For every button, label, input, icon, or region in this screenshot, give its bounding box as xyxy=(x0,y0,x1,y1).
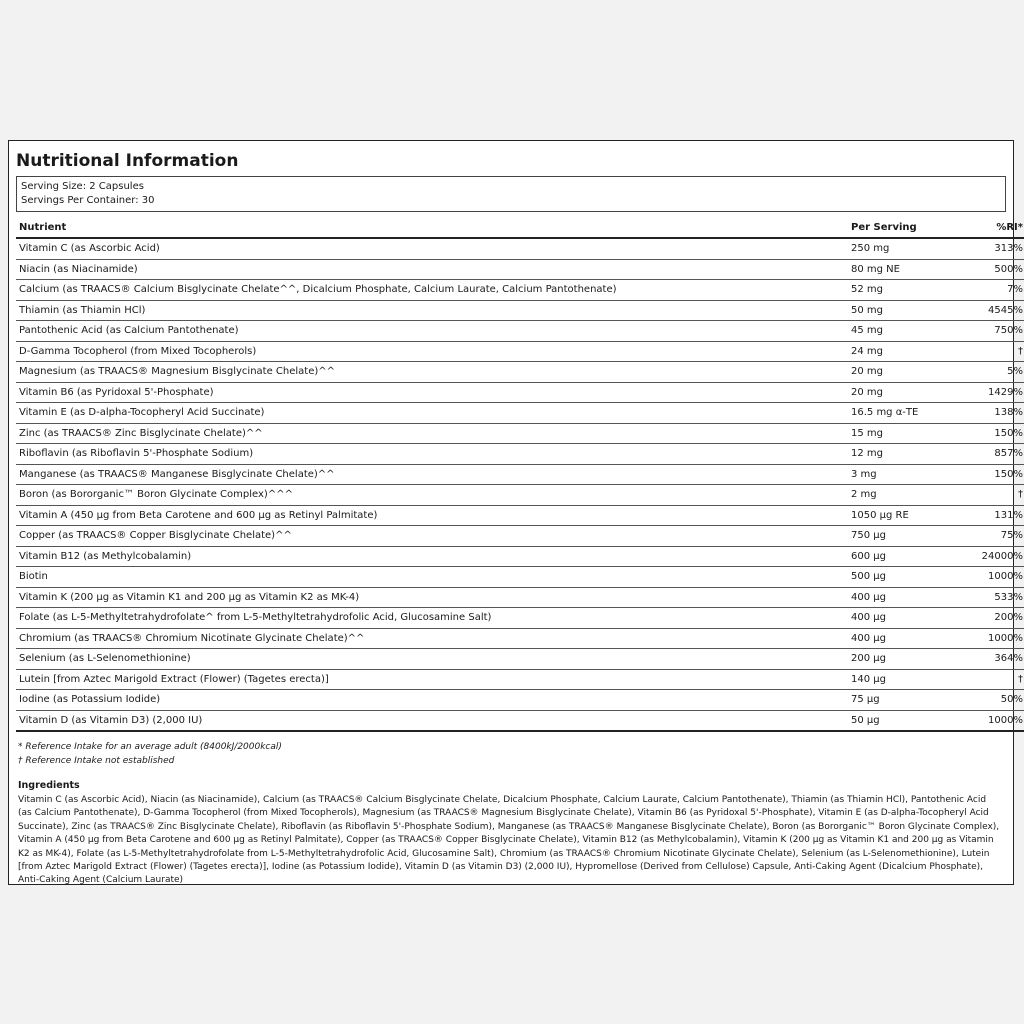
ri-cell: 150% xyxy=(964,464,1024,485)
ri-cell: † xyxy=(964,669,1024,690)
table-row xyxy=(16,382,1024,403)
serving-info-box xyxy=(16,176,1006,212)
per-serving-cell: 200 µg xyxy=(848,649,964,670)
nutrient-cell: Magnesium (as TRAACS® Magnesium Bisglycinate Chelate)^^ xyxy=(16,362,848,383)
per-serving-cell: 400 µg xyxy=(848,608,964,629)
nutrient-cell: Vitamin E (as D-alpha-Tocopheryl Acid Succinate) xyxy=(16,403,848,424)
table-row xyxy=(16,505,1024,526)
table-header-row xyxy=(16,217,1024,238)
per-serving-cell: 20 mg xyxy=(848,362,964,383)
ri-cell: 50% xyxy=(964,690,1024,711)
per-serving-cell: 45 mg xyxy=(848,321,964,342)
per-serving-cell: 2 mg xyxy=(848,485,964,506)
table-row xyxy=(16,362,1024,383)
table-row xyxy=(16,608,1024,629)
ri-cell: 1000% xyxy=(964,567,1024,588)
nutrient-cell: Manganese (as TRAACS® Manganese Bisglycinate Chelate)^^ xyxy=(16,464,848,485)
footnote-not-established: † Reference Intake not established xyxy=(18,756,175,766)
nutrient-cell: Vitamin B12 (as Methylcobalamin) xyxy=(16,546,848,567)
table-row xyxy=(16,238,1024,259)
nutrient-cell: Riboflavin (as Riboflavin 5'-Phosphate Sodium) xyxy=(16,444,848,465)
nutrient-cell: Niacin (as Niacinamide) xyxy=(16,259,848,280)
nutrient-cell: D-Gamma Tocopherol (from Mixed Tocopherols) xyxy=(16,341,848,362)
ri-cell: 5% xyxy=(964,362,1024,383)
table-row xyxy=(16,464,1024,485)
ri-cell: † xyxy=(964,485,1024,506)
ri-cell: 857% xyxy=(964,444,1024,465)
table-row xyxy=(16,587,1024,608)
table-row xyxy=(16,423,1024,444)
ri-cell: 24000% xyxy=(964,546,1024,567)
footnotes xyxy=(16,740,1006,768)
nutrient-table xyxy=(16,217,1024,732)
header-ri: %RI* xyxy=(964,217,1024,238)
per-serving-cell: 50 µg xyxy=(848,710,964,731)
ri-cell: 500% xyxy=(964,259,1024,280)
table-row xyxy=(16,403,1024,424)
nutrient-cell: Vitamin K (200 µg as Vitamin K1 and 200 µg as Vitamin K2 as MK-4) xyxy=(16,587,848,608)
ri-cell: 75% xyxy=(964,526,1024,547)
nutrient-cell: Zinc (as TRAACS® Zinc Bisglycinate Chelate)^^ xyxy=(16,423,848,444)
per-serving-cell: 1050 µg RE xyxy=(848,505,964,526)
ri-cell: 533% xyxy=(964,587,1024,608)
per-serving-cell: 15 mg xyxy=(848,423,964,444)
per-serving-cell: 250 mg xyxy=(848,238,964,259)
per-serving-cell: 500 µg xyxy=(848,567,964,588)
per-serving-cell: 75 µg xyxy=(848,690,964,711)
nutrient-cell: Boron (as Bororganic™ Boron Glycinate Complex)^^^ xyxy=(16,485,848,506)
nutrient-table-body xyxy=(16,238,1024,731)
table-row xyxy=(16,321,1024,342)
nutrient-cell: Calcium (as TRAACS® Calcium Bisglycinate Chelate^^, Dicalcium Phosphate, Calcium Laurate, Calcium Pantothenate) xyxy=(16,280,848,301)
per-serving-cell: 600 µg xyxy=(848,546,964,567)
per-serving-cell: 24 mg xyxy=(848,341,964,362)
per-serving-cell: 50 mg xyxy=(848,300,964,321)
nutrient-cell: Iodine (as Potassium Iodide) xyxy=(16,690,848,711)
table-row xyxy=(16,526,1024,547)
per-serving-cell: 80 mg NE xyxy=(848,259,964,280)
ri-cell: 1000% xyxy=(964,710,1024,731)
nutrient-cell: Folate (as L-5-Methyltetrahydrofolate^ from L-5-Methyltetrahydrofolic Acid, Glucosamine Salt) xyxy=(16,608,848,629)
per-serving-cell: 12 mg xyxy=(848,444,964,465)
table-row xyxy=(16,649,1024,670)
per-serving-cell: 400 µg xyxy=(848,628,964,649)
ri-cell: 138% xyxy=(964,403,1024,424)
ri-cell: 131% xyxy=(964,505,1024,526)
nutrient-cell: Vitamin C (as Ascorbic Acid) xyxy=(16,238,848,259)
per-serving-cell: 52 mg xyxy=(848,280,964,301)
page-title: Nutritional Information xyxy=(16,151,239,171)
nutrient-cell: Vitamin B6 (as Pyridoxal 5'-Phosphate) xyxy=(16,382,848,403)
nutrient-cell: Thiamin (as Thiamin HCl) xyxy=(16,300,848,321)
header-nutrient: Nutrient xyxy=(16,217,848,238)
table-row xyxy=(16,690,1024,711)
ri-cell: 750% xyxy=(964,321,1024,342)
ingredients-text: Vitamin C (as Ascorbic Acid), Niacin (as Niacinamide), Calcium (as TRAACS® Calcium Bisglycinate Chelate, Dicalcium Phosphate, Calcium Laurate, Calcium Pantothenate), Thiamin (as Thiamin HCl), Pantothenic Acid (as Calcium Pantothenate), D-Gamma Tocopherol (from Mixed Tocopherols), Magnesium (as TRAACS® Magnesium Bisglycinate Chelate), Vitamin B6 (as Pyridoxal 5'-Phosphate), Vitamin E (as D-alpha-Tocopheryl Acid Succinate), Zinc (as TRAACS® Zinc Bisglycinate Chelate), Riboflavin (as Riboflavin 5'-Phosphate Sodium), Manganese (as TRAACS® Manganese Bisglycinate Chelate), Boron (as Bororganic™ Boron Glycinate Complex), Vitamin A (450 µg from Beta Carotene and 600 µg as Retinyl Palmitate), Copper (as TRAACS® Copper Bisglycinate Chelate), Vitamin B12 (as Methylcobalamin), Vitamin K (200 µg as Vitamin K1 and 200 µg as Vitamin K2 as MK-4), Folate (as L-5-Methyltetrahydrofolate from L-5-Methyltetrahydrofolic Acid, Glucosamine Salt), Chromium (as TRAACS® Chromium Nicotinate Glycinate Chelate), Selenium (as L-Selenomethionine), Lutein [from Aztec Marigold Extract (Flower) (Tagetes erecta)], Iodine (as Potassium Iodide), Vitamin D (as Vitamin D3) (2,000 IU), Hypromellose (Derived from Cellulose) Capsule, Anti-Caking Agent (Dicalcium Phosphate), Anti-Caking Agent (Calcium Laurate) xyxy=(18,795,1000,886)
ri-cell: 4545% xyxy=(964,300,1024,321)
footnote-ri: * Reference Intake for an average adult (8400kJ/2000kcal) xyxy=(18,742,282,752)
nutrient-cell: Copper (as TRAACS® Copper Bisglycinate Chelate)^^ xyxy=(16,526,848,547)
nutrient-cell: Selenium (as L-Selenomethionine) xyxy=(16,649,848,670)
table-row xyxy=(16,628,1024,649)
ri-cell: 150% xyxy=(964,423,1024,444)
ingredients-heading: Ingredients xyxy=(18,780,80,791)
nutrient-cell: Vitamin A (450 µg from Beta Carotene and 600 µg as Retinyl Palmitate) xyxy=(16,505,848,526)
table-row xyxy=(16,546,1024,567)
per-serving-cell: 140 µg xyxy=(848,669,964,690)
table-row xyxy=(16,341,1024,362)
per-serving-cell: 20 mg xyxy=(848,382,964,403)
table-row xyxy=(16,280,1024,301)
table-row xyxy=(16,444,1024,465)
nutrient-cell: Lutein [from Aztec Marigold Extract (Flower) (Tagetes erecta)] xyxy=(16,669,848,690)
ri-cell: 364% xyxy=(964,649,1024,670)
ri-cell: 1429% xyxy=(964,382,1024,403)
ri-cell: 200% xyxy=(964,608,1024,629)
per-serving-cell: 3 mg xyxy=(848,464,964,485)
nutrition-panel xyxy=(8,140,1023,886)
table-row xyxy=(16,300,1024,321)
servings-per-container: Servings Per Container: 30 xyxy=(21,195,155,206)
per-serving-cell: 400 µg xyxy=(848,587,964,608)
nutrient-cell: Vitamin D (as Vitamin D3) (2,000 IU) xyxy=(16,710,848,731)
table-row xyxy=(16,485,1024,506)
table-row xyxy=(16,567,1024,588)
ri-cell: 1000% xyxy=(964,628,1024,649)
table-row xyxy=(16,710,1024,731)
nutrient-cell: Pantothenic Acid (as Calcium Pantothenate) xyxy=(16,321,848,342)
header-per-serving: Per Serving xyxy=(848,217,964,238)
ri-cell: 7% xyxy=(964,280,1024,301)
table-row xyxy=(16,259,1024,280)
ri-cell: 313% xyxy=(964,238,1024,259)
per-serving-cell: 750 µg xyxy=(848,526,964,547)
per-serving-cell: 16.5 mg α-TE xyxy=(848,403,964,424)
table-row xyxy=(16,669,1024,690)
serving-size: Serving Size: 2 Capsules xyxy=(21,181,144,192)
nutrient-cell: Biotin xyxy=(16,567,848,588)
nutrient-cell: Chromium (as TRAACS® Chromium Nicotinate Glycinate Chelate)^^ xyxy=(16,628,848,649)
ri-cell: † xyxy=(964,341,1024,362)
